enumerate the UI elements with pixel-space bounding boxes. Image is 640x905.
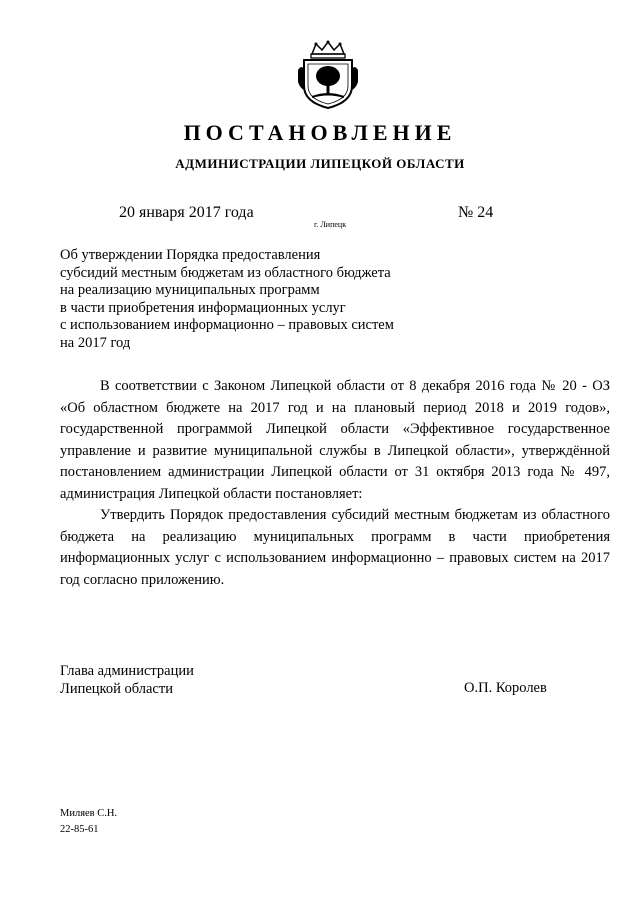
body-paragraph: В соответствии с Законом Липецкой области от 8 декабря 2016 года № 20 - ОЗ «Об областном бюджете на 2017 год и на плановый период 2018 и 2019 годов», государственной программой Липецкой области «Эффективное государственное управление и развитие муниципальной службы в Липецкой области», утверждённой постановлением администрации Липецкой области от 31 октября 2013 года № 497, администрация Липецкой области постановляет:: [60, 378, 610, 502]
signature-title-line: Липецкой области: [60, 681, 173, 697]
subject-line: субсидий местным бюджетам из областного бюджета: [60, 264, 391, 281]
subject-line: с использованием информационно – правовых систем: [60, 317, 394, 333]
document-title: ПОСТАНОВЛЕНИЕ: [183, 120, 457, 145]
document-date: 20 января 2017 года: [119, 204, 254, 221]
document-subtitle: АДМИНИСТРАЦИИ ЛИПЕЦКОЙ ОБЛАСТИ: [175, 156, 465, 171]
subject-line: в части приобретения информационных услуг: [60, 299, 346, 316]
subject-line: на реализацию муниципальных программ: [60, 282, 320, 298]
document-city: г. Липецк: [314, 220, 347, 229]
signature-title-line: Глава администрации: [60, 663, 194, 679]
document-subject: [60, 247, 460, 352]
document-number: № 24: [458, 204, 494, 221]
executor-info: [60, 806, 117, 838]
subject-line: на 2017 год: [60, 334, 131, 351]
executor-phone: 22-85-61: [60, 824, 99, 835]
signature-title: [60, 662, 194, 698]
body-paragraph: Утвердить Порядок предоставления субсидий местным бюджетам из областного бюджета на реализацию муниципальных программ в части приобретения информационных услуг с использованием информационно – правовых систем на 2017 год согласно приложению.: [60, 507, 610, 588]
document-body: [60, 376, 610, 591]
subject-line: Об утверждении Порядка предоставления: [60, 247, 321, 263]
signature-name: О.П. Королев: [464, 680, 547, 696]
coat-of-arms-icon: [296, 40, 360, 110]
executor-name: Миляев С.Н.: [60, 808, 118, 819]
